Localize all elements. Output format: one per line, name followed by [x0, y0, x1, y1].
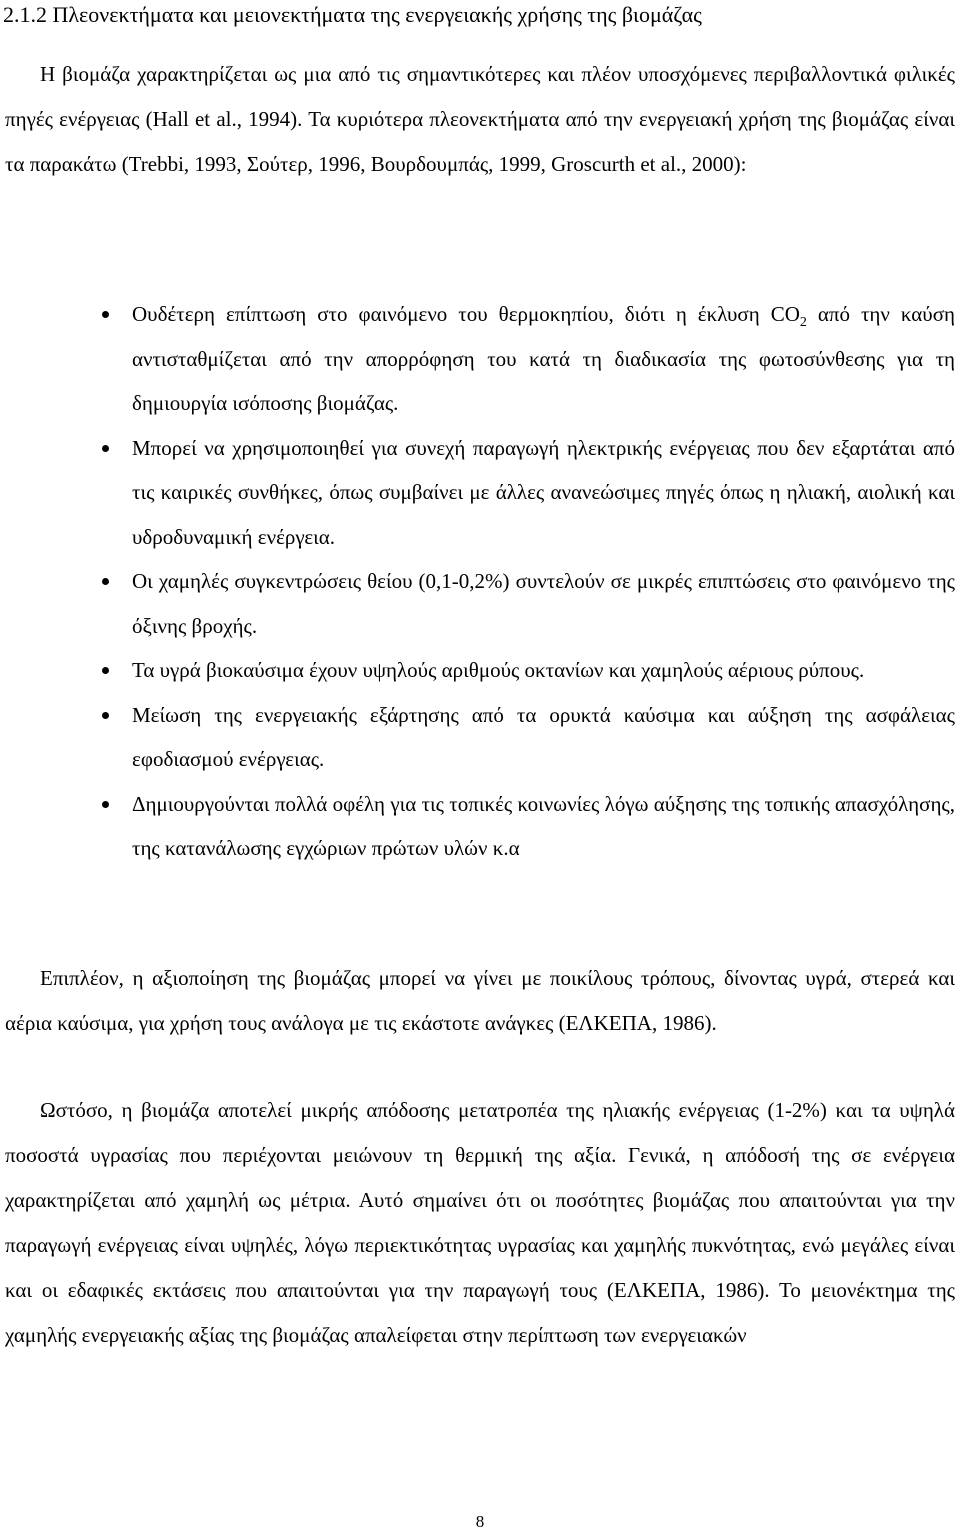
list-item-text-start: Ουδέτερη επίπτωση στο φαινόμενο του θερμοκηπίου, διότι η έκλυση CO	[132, 302, 800, 326]
list-item-text: Μπορεί να χρησιμοποιηθεί για συνεχή παραγωγή ηλεκτρικής ενέργειας που δεν εξαρτάται από τις καιρικές συνθήκες, όπως συμβαίνει με άλλες ανανεώσιμες πηγές όπως η ηλιακή, αιολική και υδροδυναμική ενέργεια.	[132, 435, 955, 549]
subscript: 2	[799, 315, 807, 331]
list-item	[0, 426, 960, 560]
list-item-text: Μείωση της ενεργειακής εξάρτησης από τα ορυκτά καύσιμα και αύξηση της ασφάλειας εφοδιασμού ενέργειας.	[132, 702, 955, 771]
list-item	[0, 782, 960, 871]
body-paragraph-2: Επιπλέον, η αξιοποίηση της βιομάζας μπορεί να γίνει με ποικίλους τρόπους, δίνοντας υγρά, στερεά και αέρια καύσιμα, για χρήση τους ανάλογα με τις εκάστοτε ανάγκες (ΕΛΚΕΠΑ, 1986).	[5, 966, 955, 1035]
list-item	[0, 648, 960, 693]
bullet-icon	[102, 578, 109, 585]
list-item	[0, 292, 960, 426]
list-item-text-end: από την καύση αντισταθμίζεται από την απορρόφηση του κατά τη διαδικασία της φωτοσύνθεσης για τη δημιουργία ισόποσης βιομάζας.	[132, 302, 955, 415]
list-item-text	[132, 292, 955, 426]
list-item	[0, 559, 960, 648]
page-number: 8	[475, 1512, 485, 1531]
body-paragraph-3: Ωστόσο, η βιομάζα αποτελεί μικρής απόδοσης μετατροπέα της ηλιακής ενέργειας (1-2%) και τα υψηλά ποσοστά υγρασίας που περιέχονται μειώνουν τη θερμική της αξία. Γενικά, η απόδοσή της σε ενέργεια χαρακτηρίζεται από χαμηλή ως μέτρια. Αυτό σημαίνει ότι οι ποσότητες βιομάζας που απαιτούνται για την παραγωγή ενέργειας είναι υψηλές, λόγω περιεκτικότητας υγρασίας και χαμηλής πυκνότητας, ενώ μεγάλες είναι και οι εδαφικές εκτάσεις που απαιτούνται για την παραγωγή τους (ΕΛΚΕΠΑ, 1986). Το μειονέκτημα της χαμηλής ενεργειακής αξίας της βιομάζας απαλείφεται στην περίπτωση των ενεργειακών	[5, 1098, 955, 1347]
bullet-icon	[102, 801, 109, 808]
list-item-text: Δημιουργούνται πολλά οφέλη για τις τοπικές κοινωνίες λόγω αύξησης της τοπικής απασχόλησης, της κατανάλωσης εγχώριων πρώτων υλών κ.α	[132, 791, 955, 860]
list-item	[0, 693, 960, 782]
list-item-text: Τα υγρά βιοκαύσιμα έχουν υψηλούς αριθμούς οκτανίων και χαμηλούς αέριους ρύπους.	[132, 658, 865, 682]
bullet-icon	[102, 712, 109, 719]
section-heading: 2.1.2 Πλεονεκτήματα και μειονεκτήματα της ενεργειακής χρήσης της βιομάζας	[3, 2, 702, 27]
advantages-list	[0, 292, 960, 871]
bullet-icon	[102, 445, 109, 452]
intro-paragraph: Η βιομάζα χαρακτηρίζεται ως μια από τις σημαντικότερες και πλέον υποσχόμενες περιβαλλοντικά φιλικές πηγές ενέργειας (Hall et al., 1994). Τα κυριότερα πλεονεκτήματα από την ενεργειακή χρήση της βιομάζας είναι τα παρακάτω (Trebbi, 1993, Σούτερ, 1996, Βουρδουμπάς, 1999, Groscurth et al., 2000):	[5, 62, 955, 176]
bullet-icon	[102, 667, 109, 674]
bullet-icon	[102, 311, 109, 318]
list-item-text: Οι χαμηλές συγκεντρώσεις θείου (0,1-0,2%) συντελούν σε μικρές επιπτώσεις στο φαινόμενο της όξινης βροχής.	[132, 569, 955, 638]
